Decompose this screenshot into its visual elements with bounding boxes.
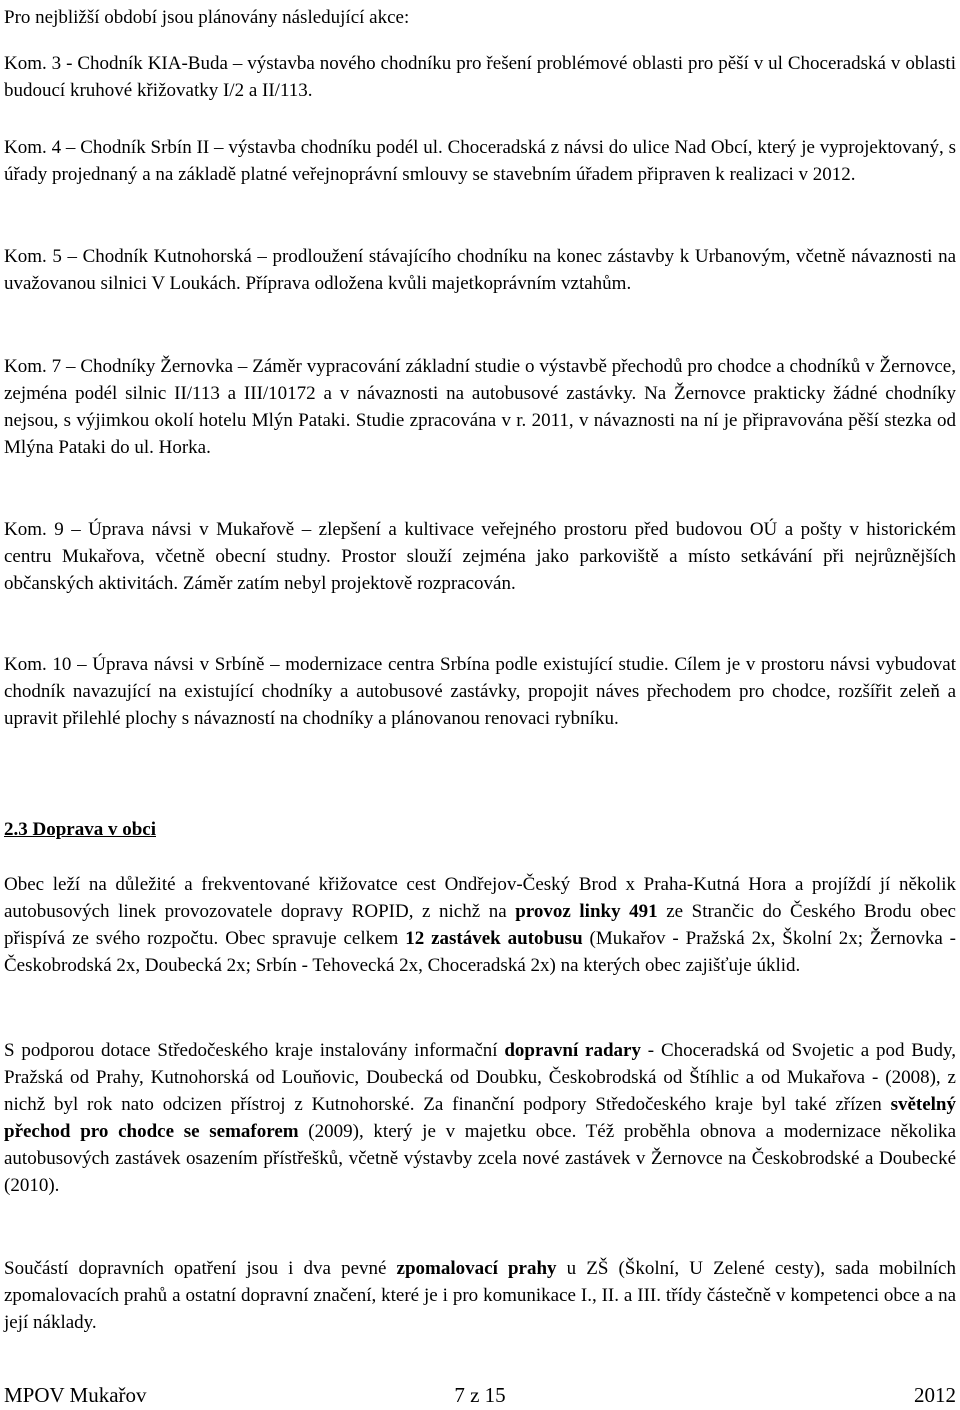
obec-text-1: Obec leží na důležité a frekventované křižovatce cest Ondřejov-Český Brod x Praha-Kutná Hora a projíždí jí několik autobusových linek provozovatele dopravy ROPID, z nichž na: [4, 874, 956, 922]
kom9-paragraph: Kom. 9 – Úprava návsi v Mukařově – zlepšení a kultivace veřejného prostoru před budovou OÚ a pošty v historickém centru Mukařova, včetně obecní studny. Prostor slouží zejména jako parkoviště a místo setkávání při nejrůznějších občanských aktivitách. Záměr zatím nebyl projektově rozpracován.: [4, 519, 956, 594]
page-footer: [4, 1382, 956, 1409]
obec-paragraph: [4, 871, 956, 979]
soucasti-paragraph: [4, 1255, 956, 1336]
soucasti-bold-1: zpomalovací prahy: [396, 1258, 557, 1279]
kom3-paragraph: Kom. 3 - Chodník KIA-Buda – výstavba nového chodníku pro řešení problémové oblasti pro pěší v ul Choceradská v oblasti budoucí kruhové křižovatky I/2 a II/113.: [4, 53, 956, 101]
footer-year: 2012: [914, 1383, 956, 1407]
podpora-text-3: (2009), který je v majetku obce. Též proběhla obnova a modernizace několika autobusových zastávek osazením přístřešků, včetně výstavby zcela nové zastávek v Žernovce na Českobrodské a Doubecké (2010).: [4, 1121, 957, 1196]
section-heading-doprava: 2.3 Doprava v obci: [4, 819, 156, 840]
soucasti-text-2: u ZŠ (Školní, U Zelené cesty), sada mobilních zpomalovacích prahů a ostatní dopravní značení, které je i pro komunikace I., II. a III. třídy částečně v kompetenci obce a na její náklady.: [4, 1258, 956, 1333]
podpora-text-2: - Choceradská od Svojetic a pod Budy, Pražská od Prahy, Kutnohorská od Louňovic, Doubecká od Doubku, Českobrodská od Štíhlic a od Mukařova - (2008), z nichž byl rok nato odcizen přístroj z Kutnohorské. Za finanční podpory Středočeského kraje byl také zřízen: [4, 1040, 956, 1115]
kom4-paragraph: Kom. 4 – Chodník Srbín II – výstavba chodníku podél ul. Choceradská z návsi do ulice Nad Obcí, který je vyprojektovaný, s úřady projednaný a na základě platné veřejnoprávní smlouvy se stavebním úřadem připraven k realizaci v 2012.: [4, 137, 956, 185]
kom10-paragraph: Kom. 10 – Úprava návsi v Srbíně – modernizace centra Srbína podle existující studie. Cílem je v prostoru návsi vybudovat chodník navazující na existující chodníky a autobusové zastávky, propojit náves přechodem pro chodce, rozšířit zeleň a upravit přilehlé plochy s návazností na chodníky a plánovanou renovaci rybníku.: [4, 654, 956, 729]
footer-page-number: 7 z 15: [454, 1383, 506, 1407]
kom5-paragraph: Kom. 5 – Chodník Kutnohorská – prodloužení stávajícího chodníku na konec zástavby k Urbanovým, včetně návaznosti na uvažovanou silnici V Loukách. Příprava odložena kvůli majetkoprávním vztahům.: [4, 246, 956, 294]
obec-bold-1: provoz linky 491: [515, 901, 658, 922]
podpora-bold-2: světelný přechod pro chodce se semaforem: [4, 1094, 956, 1142]
obec-text-3: (Mukařov - Pražská 2x, Školní 2x; Žernovka - Českobrodská 2x, Doubecká 2x; Srbín - Tehovecká 2x, Choceradská 2x) na kterých obec zajišťuje úklid.: [4, 928, 956, 976]
soucasti-text-1: Součástí dopravních opatření jsou i dva pevné: [4, 1258, 397, 1279]
intro-paragraph: Pro nejbližší období jsou plánovány následující akce:: [4, 7, 410, 28]
podpora-bold-1: dopravní radary: [504, 1040, 641, 1061]
podpora-text-1: S podporou dotace Středočeského kraje instalovány informační: [4, 1040, 505, 1061]
footer-document-title: MPOV Mukařov: [4, 1383, 147, 1407]
podpora-paragraph: [4, 1037, 956, 1199]
obec-text-2: ze Strančic do Českého Brodu obec přispívá ze svého rozpočtu. Obec spravuje celkem: [4, 901, 956, 949]
kom7-paragraph: Kom. 7 – Chodníky Žernovka – Záměr vypracování základní studie o výstavbě přechodů pro chodce a chodníků v Žernovce, zejména podél silnic II/113 a III/10172 a v návaznosti na autobusové zastávky. Na Žernovce prakticky žádné chodníky nejsou, s výjimkou okolí hotelu Mlýn Pataki. Studie zpracována v r. 2011, v návaznosti na ní je připravována pěší stezka od Mlýna Pataki do ul. Horka.: [4, 356, 956, 458]
obec-bold-2: 12 zastávek autobusu: [405, 928, 583, 949]
